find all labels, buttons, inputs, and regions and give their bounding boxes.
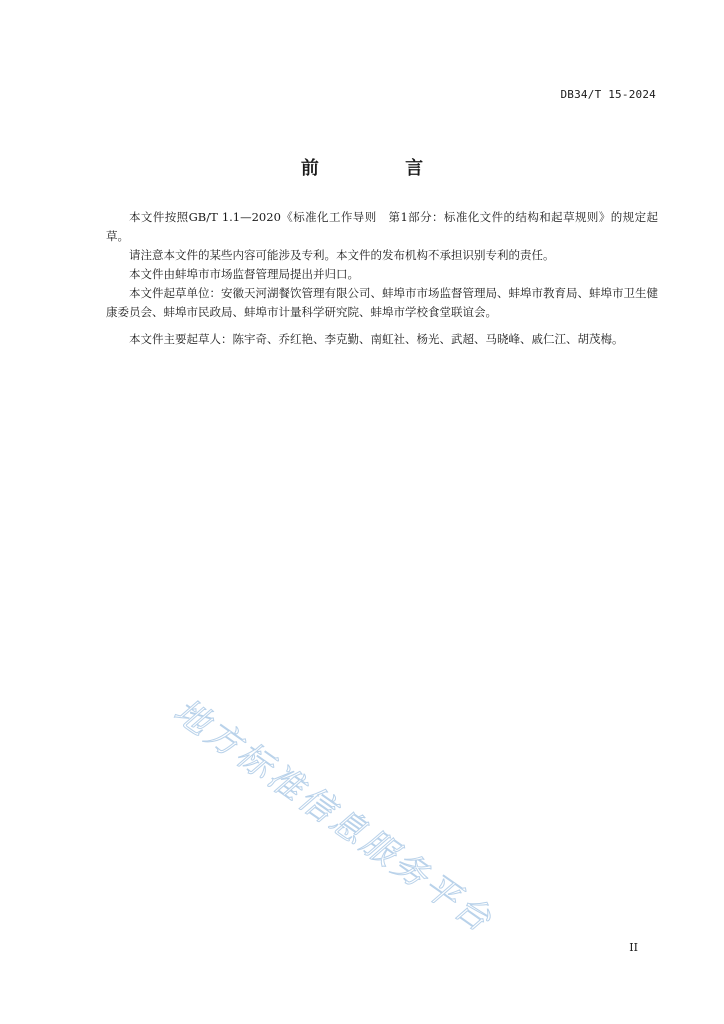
section-title: 前 言 [300, 158, 464, 179]
paragraph-drafters: 本文件主要起草人：陈宇奇、乔红艳、李克勤、南虹社、杨光、武超、马晓峰、戚仁江、胡茂梅。 [129, 332, 624, 346]
foreword-body [106, 208, 658, 352]
paragraph-patent-notice: 请注意本文件的某些内容可能涉及专利。本文件的发布机构不承担识别专利的责任。 [129, 248, 555, 262]
page-number: II [629, 941, 638, 954]
paragraph-drafting-units: 本文件起草单位：安徽天河湖餐饮管理有限公司、蚌埠市市场监督管理局、蚌埠市教育局、蚌埠市卫生健康委员会、蚌埠市民政局、蚌埠市计量科学研究院、蚌埠市学校食堂联谊会。 [106, 286, 658, 319]
paragraph-drafting-basis: 本文件按照GB/T 1.1—2020《标准化工作导则 第1部分：标准化文件的结构和起草规则》的规定起草。 [106, 210, 658, 243]
watermark: 地方标准信息服务平台 [166, 690, 501, 942]
paragraph-proposer: 本文件由蚌埠市市场监督管理局提出并归口。 [129, 267, 359, 281]
document-code: DB34/T 15-2024 [560, 88, 656, 101]
